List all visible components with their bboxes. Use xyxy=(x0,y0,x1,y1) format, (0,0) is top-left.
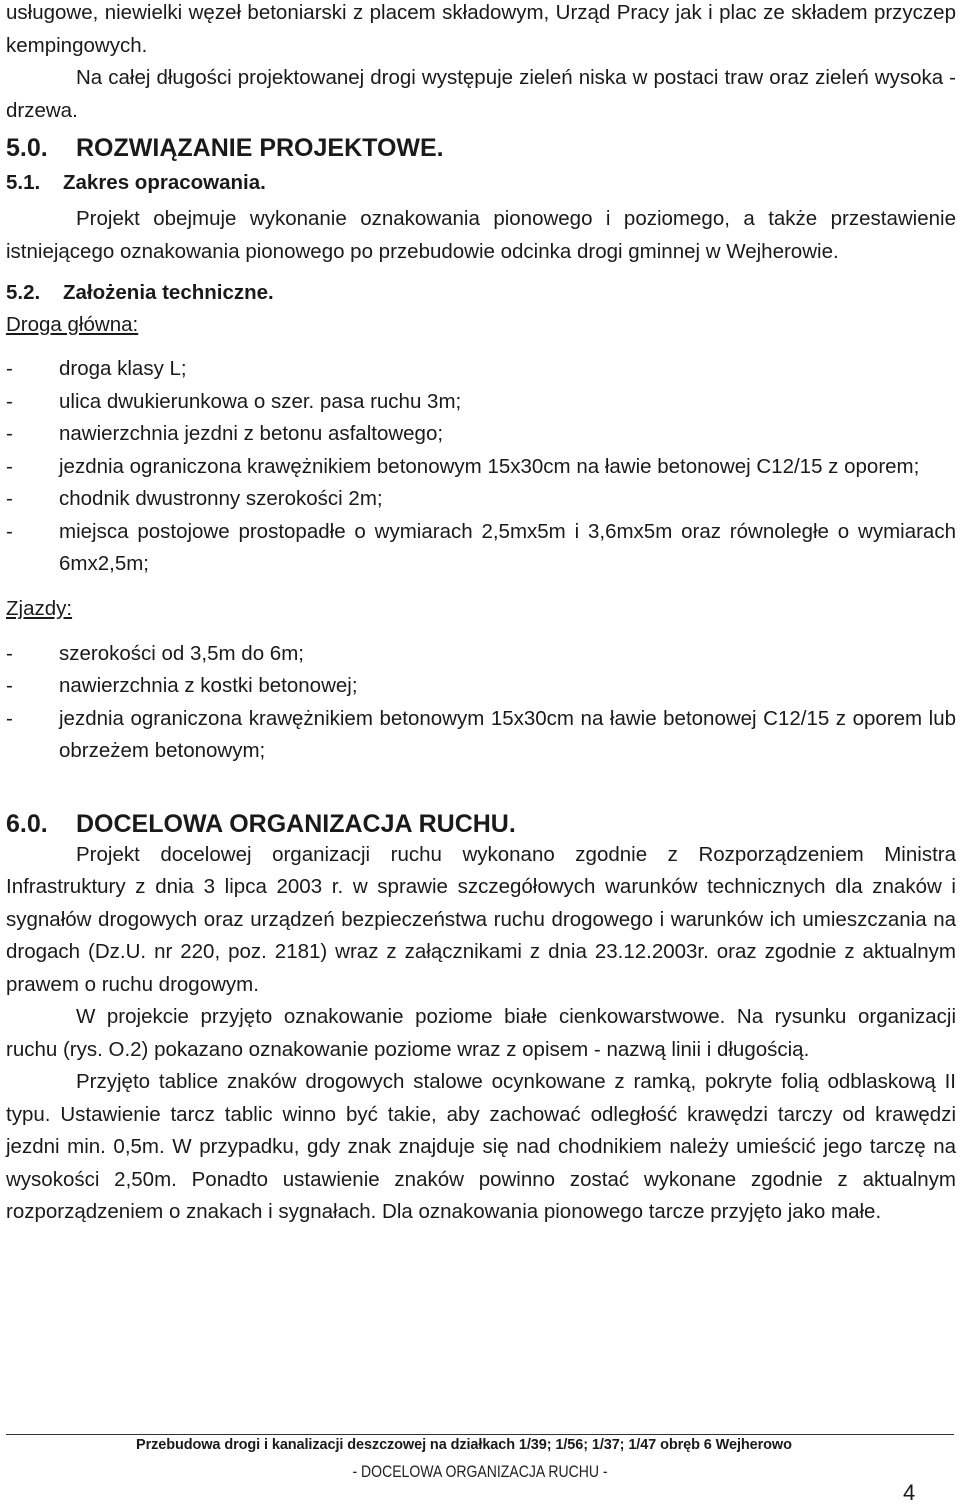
document-page xyxy=(6,0,956,1229)
intro-paragraph: usługowe, niewielki węzeł betoniarski z placem składowym, Urząd Pracy jak i plac ze składem przyczep kempingowych. xyxy=(6,1,956,57)
driveways-heading: Zjazdy: xyxy=(6,596,73,620)
section-5-1-number: 5.1. xyxy=(6,171,41,194)
list-item: - chodnik dwustronny szerokości 2m; xyxy=(6,487,383,510)
list-item: - ulica dwukierunkowa o szer. pasa ruchu 3m; xyxy=(6,389,462,413)
section-5-2-number: 5.2. xyxy=(6,281,41,304)
list-item: - nawierzchnia z kostki betonowej; xyxy=(6,674,358,697)
list-item: - jezdnia ograniczona krawężnikiem betonowym 15x30cm na ławie betonowej C12/15 z oporem; xyxy=(6,454,920,478)
footer-subtitle: - DOCELOWA ORGANIZACJA RUCHU - xyxy=(352,1463,608,1481)
list-item: - szerokości od 3,5m do 6m; xyxy=(6,641,304,665)
vegetation-paragraph: Na całej długości projektowanej drogi występuje zieleń niska w postaci traw oraz zieleń wysoka - drzewa. xyxy=(6,66,956,122)
list-item: - jezdnia ograniczona krawężnikiem betonowym 15x30cm na ławie betonowej C12/15 z oporem lub obrzeżem betonowym; xyxy=(6,706,956,762)
scope-paragraph: Projekt obejmuje wykonanie oznakowania pionowego i poziomego, a także przestawienie istniejącego oznakowania pionowego po przebudowie odcinka drogi gminnej w Wejherowie. xyxy=(6,207,956,263)
section-5-title: ROZWIĄZANIE PROJEKTOWE. xyxy=(76,134,444,162)
footer-rule xyxy=(6,1434,954,1435)
section-6-number: 6.0. xyxy=(6,809,48,838)
main-road-list xyxy=(6,353,956,581)
regulation-paragraph: Projekt docelowej organizacji ruchu wykonano zgodnie z Rozporządzeniem Ministra Infrastruktury z dnia 3 lipca 2003 r. w sprawie szczegółowych warunków technicznych dla znaków i sygnałów drogowych oraz urządzeń bezpieczeństwa ruchu drogowego i warunków ich umieszczania na drogach (Dz.U. nr 220, poz. 2181) wraz z załącznikami z dnia 23.12.2003r. oraz zgodnie z aktualnym prawem o ruchu drogowym. xyxy=(6,842,956,996)
list-item: - nawierzchnia jezdni z betonu asfaltowego; xyxy=(6,422,444,445)
horizontal-marking-paragraph: W projekcie przyjęto oznakowanie poziome białe cienkowarstwowe. Na rysunku organizacji ruchu (rys. O.2) pokazano oznakowanie poziome wraz z opisem - nazwą linii i długością. xyxy=(6,1005,956,1061)
section-5-heading xyxy=(6,134,956,163)
section-6-heading xyxy=(6,810,956,839)
list-item: - droga klasy L; xyxy=(6,357,187,380)
sign-plates-paragraph: Przyjęto tablice znaków drogowych stalowe ocynkowane z ramką, pokryte folią odblaskową II typu. Ustawienie tarcz tablic winno być takie, aby zachować odległość krawędzi tarczy od krawędzi jezdni min. 0,5m. W przypadku, gdy znak znajduje się nad chodnikiem należy umieścić jego tarczę na wysokości 2,50m. Ponadto ustawienie znaków powinno zostać wykonane zgodnie z aktualnym rozporządzeniem o znakach i sygnałach. Dla oznakowania pionowego tarcze przyjęto jako małe. xyxy=(6,1070,956,1223)
list-item: - miejsca postojowe prostopadłe o wymiarach 2,5mx5m i 3,6mx5m oraz równoległe o wymiarach 6mx2,5m; xyxy=(6,519,956,575)
page-number: 4 xyxy=(903,1480,916,1505)
section-5-2-title: Założenia techniczne. xyxy=(63,281,274,304)
main-road-heading: Droga główna: xyxy=(6,313,139,336)
section-5-number: 5.0. xyxy=(6,134,48,162)
section-6-title: DOCELOWA ORGANIZACJA RUCHU. xyxy=(76,809,516,838)
footer-title: Przebudowa drogi i kanalizacji deszczowej na działkach 1/39; 1/56; 1/37; 1/47 obręb 6 Wejherowo xyxy=(136,1437,792,1453)
section-5-1-title: Zakres opracowania. xyxy=(63,171,266,194)
section-5-2-heading xyxy=(6,277,956,309)
driveways-list xyxy=(6,638,956,768)
section-5-1-heading xyxy=(6,167,956,199)
